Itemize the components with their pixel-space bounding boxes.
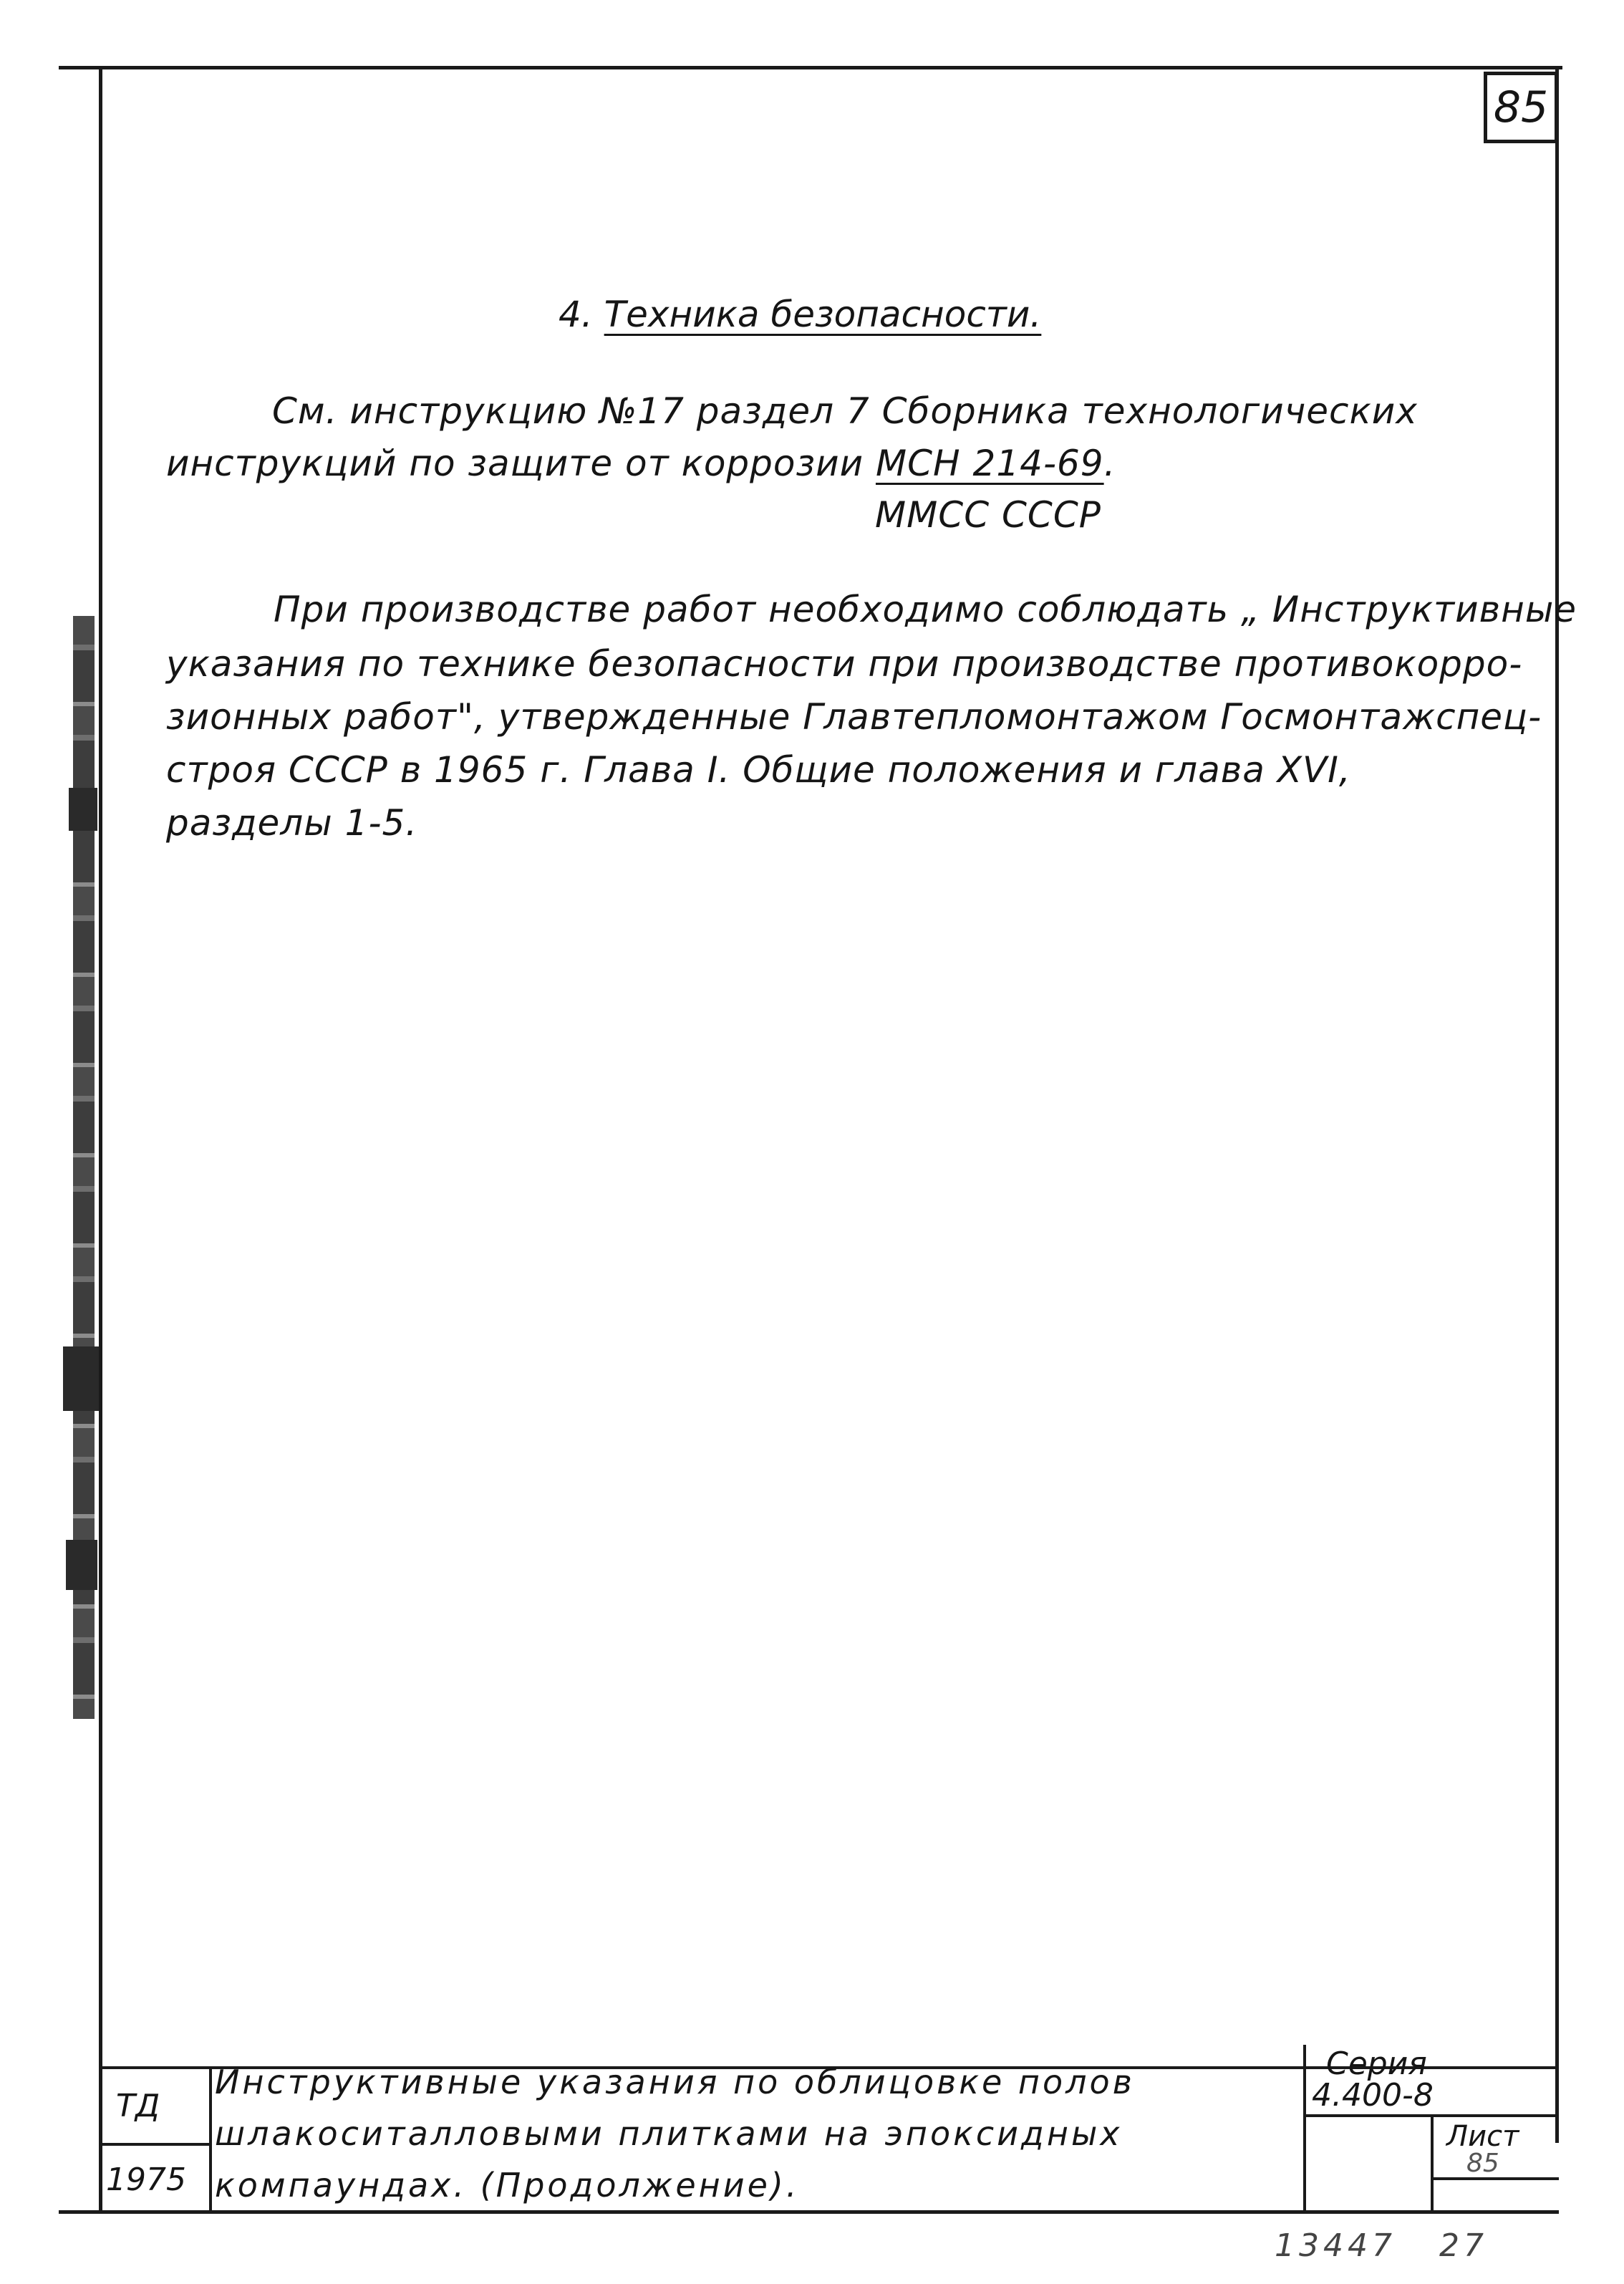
paragraph1-line1: См. инструкцию №17 раздел 7 Сборника технологических [272,390,1418,432]
standard-code: МСН 214-69 [875,443,1104,484]
series-value: 4.400-8 [1312,2077,1434,2114]
title-block-divider [99,2143,209,2146]
title-block-divider [209,2066,212,2213]
frame-top-line [59,66,1562,69]
year: 1975 [106,2162,186,2198]
title-block-divider [1303,2045,1306,2213]
paragraph2-line: разделы 1-5. [166,802,418,844]
section-heading [559,294,1041,335]
binding-mark [69,788,97,831]
paragraph1-line2-end: . [1103,443,1116,484]
title-block-divider [1431,2116,1434,2213]
archive-code: 13447 [1275,2227,1396,2264]
document-description-line: шлакоситалловыми плитками на эпоксидных [215,2114,1123,2153]
section-number: 4. [559,294,593,335]
archive-number: 27 [1439,2227,1488,2264]
org-code: ТД [116,2088,160,2124]
title-block-divider [1303,2114,1559,2117]
frame-right-line [1555,66,1559,2143]
document-description-line: Инструктивные указания по облицовке полов [215,2063,1135,2101]
paragraph2-line: указания по технике безопасности при производстве противокорро- [166,643,1523,685]
paragraph1-line2 [166,443,1116,484]
series-label: Серия [1326,2046,1427,2082]
paragraph2-line: строя СССР в 1965 г. Глава I. Общие положения и глава XVI, [166,749,1351,791]
sheet-label: Лист [1446,2120,1519,2153]
section-title: Техника безопасности. [604,294,1042,335]
paragraph2-line: При производстве работ необходимо соблюдать „ Инструктивные [274,589,1577,630]
frame-left-line [99,66,102,2211]
page-number: 85 [1493,82,1549,132]
document-description-line: компаундах. (Продолжение). [215,2166,800,2205]
binding-mark [63,1346,99,1411]
binding-mark [66,1540,97,1590]
frame-bottom-line [59,2210,1559,2214]
paragraph1-line3: ММСС СССР [875,494,1101,536]
paragraph2-line: зионных работ", утвержденные Главтепломонтажом Госмонтажспец- [166,696,1542,738]
sheet-value: 85 [1466,2149,1499,2178]
page-number-box [1484,72,1558,143]
paragraph1-line2-text: инструкций по защите от коррозии [166,443,876,484]
